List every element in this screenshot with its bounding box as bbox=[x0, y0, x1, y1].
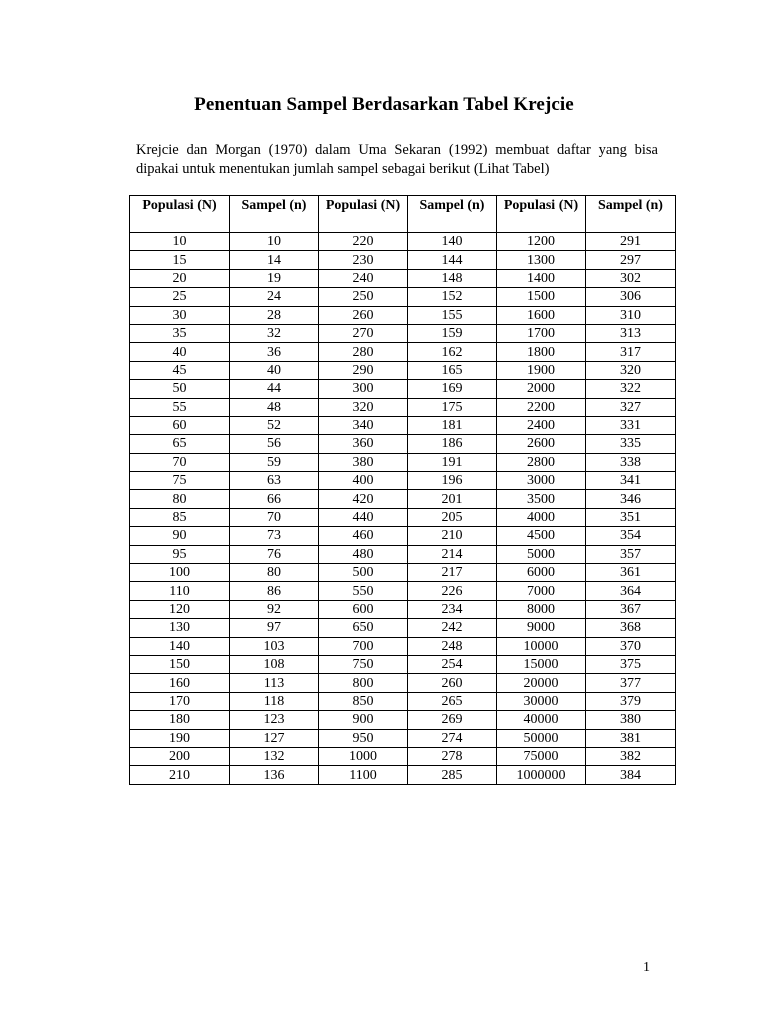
table-row bbox=[130, 251, 676, 269]
table-cell: 55 bbox=[130, 398, 230, 416]
table-cell: 313 bbox=[586, 324, 676, 342]
table-cell: 127 bbox=[230, 729, 319, 747]
table-cell: 165 bbox=[408, 361, 497, 379]
table-cell: 278 bbox=[408, 747, 497, 765]
table-row bbox=[130, 380, 676, 398]
table-row bbox=[130, 490, 676, 508]
table-cell: 5000 bbox=[497, 545, 586, 563]
table-cell: 159 bbox=[408, 324, 497, 342]
table-cell: 1800 bbox=[497, 343, 586, 361]
table-cell: 4500 bbox=[497, 527, 586, 545]
table-cell: 351 bbox=[586, 508, 676, 526]
intro-line-1: Krejcie dan Morgan (1970) dalam Uma Sekaran (1992) membuat daftar yang bisa bbox=[136, 142, 658, 158]
table-cell: 120 bbox=[130, 600, 230, 618]
table-cell: 297 bbox=[586, 251, 676, 269]
table-cell: 123 bbox=[230, 711, 319, 729]
table-cell: 40 bbox=[130, 343, 230, 361]
table-cell: 242 bbox=[408, 619, 497, 637]
table-cell: 2600 bbox=[497, 435, 586, 453]
table-cell: 3500 bbox=[497, 490, 586, 508]
table-cell: 382 bbox=[586, 747, 676, 765]
table-cell: 440 bbox=[319, 508, 408, 526]
table-cell: 7000 bbox=[497, 582, 586, 600]
table-cell: 130 bbox=[130, 619, 230, 637]
table-cell: 300 bbox=[319, 380, 408, 398]
table-cell: 370 bbox=[586, 637, 676, 655]
table-cell: 86 bbox=[230, 582, 319, 600]
table-cell: 317 bbox=[586, 343, 676, 361]
table-cell: 14 bbox=[230, 251, 319, 269]
table-cell: 2000 bbox=[497, 380, 586, 398]
table-cell: 48 bbox=[230, 398, 319, 416]
table-row bbox=[130, 288, 676, 306]
table-body bbox=[130, 233, 676, 785]
header-sampel-2: Sampel (n) bbox=[408, 196, 497, 233]
table-cell: 357 bbox=[586, 545, 676, 563]
table-cell: 1200 bbox=[497, 233, 586, 251]
table-cell: 6000 bbox=[497, 564, 586, 582]
header-sampel-1: Sampel (n) bbox=[230, 196, 319, 233]
table-row bbox=[130, 692, 676, 710]
table-cell: 1500 bbox=[497, 288, 586, 306]
table-cell: 327 bbox=[586, 398, 676, 416]
table-cell: 52 bbox=[230, 416, 319, 434]
table-cell: 291 bbox=[586, 233, 676, 251]
table-row bbox=[130, 527, 676, 545]
page-number: 1 bbox=[643, 960, 650, 975]
header-populasi-2: Populasi (N) bbox=[319, 196, 408, 233]
table-cell: 30000 bbox=[497, 692, 586, 710]
table-cell: 368 bbox=[586, 619, 676, 637]
table-cell: 1000000 bbox=[497, 766, 586, 784]
table-cell: 1400 bbox=[497, 269, 586, 287]
table-cell: 10 bbox=[130, 233, 230, 251]
table-cell: 70 bbox=[130, 453, 230, 471]
table-cell: 201 bbox=[408, 490, 497, 508]
table-row bbox=[130, 766, 676, 784]
table-cell: 36 bbox=[230, 343, 319, 361]
table-cell: 50000 bbox=[497, 729, 586, 747]
table-row bbox=[130, 324, 676, 342]
table-cell: 65 bbox=[130, 435, 230, 453]
table-cell: 322 bbox=[586, 380, 676, 398]
table-cell: 80 bbox=[230, 564, 319, 582]
table-cell: 186 bbox=[408, 435, 497, 453]
table-cell: 169 bbox=[408, 380, 497, 398]
table-cell: 234 bbox=[408, 600, 497, 618]
table-cell: 280 bbox=[319, 343, 408, 361]
table-cell: 50 bbox=[130, 380, 230, 398]
table-cell: 800 bbox=[319, 674, 408, 692]
table-cell: 73 bbox=[230, 527, 319, 545]
table-cell: 190 bbox=[130, 729, 230, 747]
table-cell: 132 bbox=[230, 747, 319, 765]
table-cell: 97 bbox=[230, 619, 319, 637]
table-cell: 92 bbox=[230, 600, 319, 618]
table-cell: 346 bbox=[586, 490, 676, 508]
table-cell: 2200 bbox=[497, 398, 586, 416]
table-cell: 254 bbox=[408, 655, 497, 673]
table-cell: 354 bbox=[586, 527, 676, 545]
table-cell: 379 bbox=[586, 692, 676, 710]
table-cell: 367 bbox=[586, 600, 676, 618]
table-cell: 220 bbox=[319, 233, 408, 251]
table-cell: 59 bbox=[230, 453, 319, 471]
table-cell: 32 bbox=[230, 324, 319, 342]
table-cell: 90 bbox=[130, 527, 230, 545]
table-cell: 1000 bbox=[319, 747, 408, 765]
table-cell: 380 bbox=[319, 453, 408, 471]
header-populasi-1: Populasi (N) bbox=[130, 196, 230, 233]
table-cell: 155 bbox=[408, 306, 497, 324]
table-cell: 320 bbox=[586, 361, 676, 379]
table-row bbox=[130, 619, 676, 637]
table-cell: 45 bbox=[130, 361, 230, 379]
table-cell: 550 bbox=[319, 582, 408, 600]
table-cell: 200 bbox=[130, 747, 230, 765]
table-cell: 217 bbox=[408, 564, 497, 582]
table-cell: 20000 bbox=[497, 674, 586, 692]
table-cell: 25 bbox=[130, 288, 230, 306]
table-cell: 95 bbox=[130, 545, 230, 563]
table-cell: 265 bbox=[408, 692, 497, 710]
table-row bbox=[130, 637, 676, 655]
table-cell: 240 bbox=[319, 269, 408, 287]
table-cell: 80 bbox=[130, 490, 230, 508]
table-cell: 56 bbox=[230, 435, 319, 453]
table-cell: 1300 bbox=[497, 251, 586, 269]
table-cell: 214 bbox=[408, 545, 497, 563]
table-cell: 180 bbox=[130, 711, 230, 729]
table-cell: 400 bbox=[319, 472, 408, 490]
table-cell: 70 bbox=[230, 508, 319, 526]
table-cell: 210 bbox=[130, 766, 230, 784]
table-row bbox=[130, 674, 676, 692]
table-cell: 377 bbox=[586, 674, 676, 692]
table-cell: 340 bbox=[319, 416, 408, 434]
krejcie-table bbox=[129, 195, 676, 785]
table-cell: 1600 bbox=[497, 306, 586, 324]
table-cell: 100 bbox=[130, 564, 230, 582]
table-row bbox=[130, 233, 676, 251]
table-cell: 306 bbox=[586, 288, 676, 306]
table-row bbox=[130, 655, 676, 673]
table-cell: 136 bbox=[230, 766, 319, 784]
table-cell: 44 bbox=[230, 380, 319, 398]
table-cell: 9000 bbox=[497, 619, 586, 637]
table-row bbox=[130, 472, 676, 490]
table-cell: 152 bbox=[408, 288, 497, 306]
table-cell: 196 bbox=[408, 472, 497, 490]
table-row bbox=[130, 545, 676, 563]
table-cell: 140 bbox=[130, 637, 230, 655]
intro-paragraph bbox=[136, 141, 658, 179]
header-sampel-3: Sampel (n) bbox=[586, 196, 676, 233]
table-cell: 381 bbox=[586, 729, 676, 747]
table-cell: 40000 bbox=[497, 711, 586, 729]
table-cell: 181 bbox=[408, 416, 497, 434]
table-cell: 250 bbox=[319, 288, 408, 306]
table-cell: 205 bbox=[408, 508, 497, 526]
table-cell: 248 bbox=[408, 637, 497, 655]
table-cell: 8000 bbox=[497, 600, 586, 618]
table-cell: 290 bbox=[319, 361, 408, 379]
table-cell: 191 bbox=[408, 453, 497, 471]
table-row bbox=[130, 361, 676, 379]
table-cell: 118 bbox=[230, 692, 319, 710]
table-cell: 335 bbox=[586, 435, 676, 453]
table-row bbox=[130, 747, 676, 765]
header-populasi-3: Populasi (N) bbox=[497, 196, 586, 233]
table-cell: 230 bbox=[319, 251, 408, 269]
table-cell: 4000 bbox=[497, 508, 586, 526]
table-cell: 75 bbox=[130, 472, 230, 490]
table-cell: 35 bbox=[130, 324, 230, 342]
table-cell: 600 bbox=[319, 600, 408, 618]
table-row bbox=[130, 306, 676, 324]
table-cell: 75000 bbox=[497, 747, 586, 765]
table-cell: 170 bbox=[130, 692, 230, 710]
table-cell: 162 bbox=[408, 343, 497, 361]
table-cell: 113 bbox=[230, 674, 319, 692]
table-cell: 150 bbox=[130, 655, 230, 673]
page-title: Penentuan Sampel Berdasarkan Tabel Krejcie bbox=[194, 94, 574, 115]
table-cell: 361 bbox=[586, 564, 676, 582]
table-cell: 850 bbox=[319, 692, 408, 710]
table-cell: 420 bbox=[319, 490, 408, 508]
table-cell: 269 bbox=[408, 711, 497, 729]
table-cell: 85 bbox=[130, 508, 230, 526]
table-cell: 500 bbox=[319, 564, 408, 582]
table-cell: 20 bbox=[130, 269, 230, 287]
table-cell: 2400 bbox=[497, 416, 586, 434]
table-cell: 950 bbox=[319, 729, 408, 747]
table-cell: 285 bbox=[408, 766, 497, 784]
table-cell: 103 bbox=[230, 637, 319, 655]
table-cell: 480 bbox=[319, 545, 408, 563]
table-cell: 1100 bbox=[319, 766, 408, 784]
table-cell: 380 bbox=[586, 711, 676, 729]
table-cell: 10 bbox=[230, 233, 319, 251]
table-cell: 66 bbox=[230, 490, 319, 508]
table-row bbox=[130, 711, 676, 729]
table-cell: 108 bbox=[230, 655, 319, 673]
table-cell: 338 bbox=[586, 453, 676, 471]
table-cell: 360 bbox=[319, 435, 408, 453]
table-cell: 144 bbox=[408, 251, 497, 269]
table-cell: 260 bbox=[319, 306, 408, 324]
table-cell: 1900 bbox=[497, 361, 586, 379]
table-cell: 900 bbox=[319, 711, 408, 729]
table-cell: 375 bbox=[586, 655, 676, 673]
table-cell: 302 bbox=[586, 269, 676, 287]
table-cell: 30 bbox=[130, 306, 230, 324]
table-cell: 110 bbox=[130, 582, 230, 600]
table-row bbox=[130, 398, 676, 416]
table-cell: 3000 bbox=[497, 472, 586, 490]
table-cell: 320 bbox=[319, 398, 408, 416]
table-cell: 28 bbox=[230, 306, 319, 324]
intro-line-2: dipakai untuk menentukan jumlah sampel sebagai berikut (Lihat Tabel) bbox=[136, 161, 550, 177]
table-cell: 10000 bbox=[497, 637, 586, 655]
table-cell: 60 bbox=[130, 416, 230, 434]
table-cell: 1700 bbox=[497, 324, 586, 342]
table-row bbox=[130, 600, 676, 618]
table-cell: 63 bbox=[230, 472, 319, 490]
table-cell: 19 bbox=[230, 269, 319, 287]
table-cell: 148 bbox=[408, 269, 497, 287]
table-cell: 140 bbox=[408, 233, 497, 251]
table-cell: 650 bbox=[319, 619, 408, 637]
table-cell: 260 bbox=[408, 674, 497, 692]
table-cell: 15 bbox=[130, 251, 230, 269]
table-cell: 175 bbox=[408, 398, 497, 416]
table-row bbox=[130, 269, 676, 287]
table-cell: 24 bbox=[230, 288, 319, 306]
table-cell: 274 bbox=[408, 729, 497, 747]
table-cell: 341 bbox=[586, 472, 676, 490]
table-row bbox=[130, 343, 676, 361]
table-cell: 226 bbox=[408, 582, 497, 600]
table-header-row bbox=[130, 196, 676, 233]
table-row bbox=[130, 564, 676, 582]
table-row bbox=[130, 453, 676, 471]
table-row bbox=[130, 729, 676, 747]
table-cell: 331 bbox=[586, 416, 676, 434]
table-row bbox=[130, 435, 676, 453]
table-cell: 270 bbox=[319, 324, 408, 342]
table-cell: 750 bbox=[319, 655, 408, 673]
table-row bbox=[130, 508, 676, 526]
table-cell: 2800 bbox=[497, 453, 586, 471]
table-cell: 160 bbox=[130, 674, 230, 692]
table-row bbox=[130, 416, 676, 434]
table-cell: 700 bbox=[319, 637, 408, 655]
table-cell: 310 bbox=[586, 306, 676, 324]
table-cell: 460 bbox=[319, 527, 408, 545]
table-cell: 384 bbox=[586, 766, 676, 784]
table-cell: 364 bbox=[586, 582, 676, 600]
table-cell: 15000 bbox=[497, 655, 586, 673]
table-cell: 76 bbox=[230, 545, 319, 563]
table-row bbox=[130, 582, 676, 600]
table-cell: 210 bbox=[408, 527, 497, 545]
table-cell: 40 bbox=[230, 361, 319, 379]
